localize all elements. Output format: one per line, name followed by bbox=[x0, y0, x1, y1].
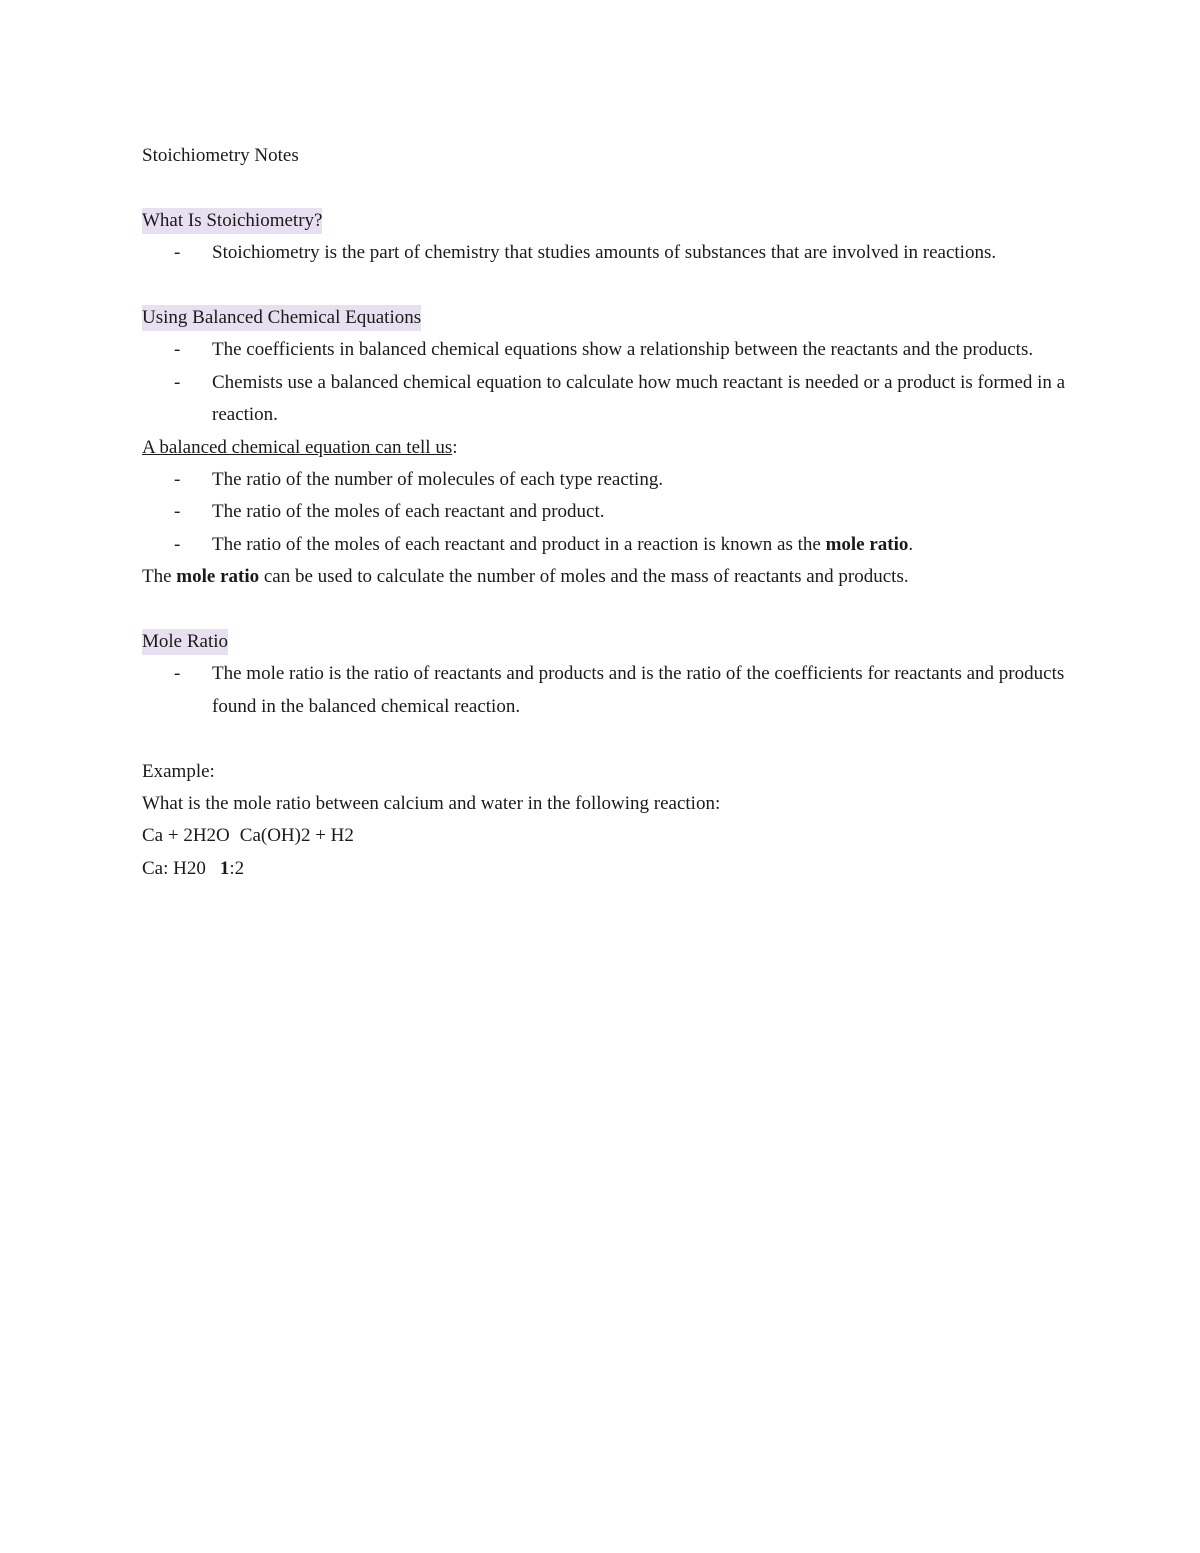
list-item-text: The ratio of the moles of each reactant and product in a reaction is known as the bbox=[212, 533, 821, 555]
answer-bold: 1 bbox=[219, 857, 230, 879]
list-item-text: The ratio of the moles of each reactant and product. bbox=[212, 501, 605, 523]
list-item bbox=[142, 496, 1072, 528]
example-answer bbox=[142, 853, 1072, 885]
list-item-end: . bbox=[908, 533, 914, 555]
list-item-text: Stoichiometry is the part of chemistry that studies amounts of substances that are involved in reactions. bbox=[212, 242, 997, 264]
list-item-text: The mole ratio is the ratio of reactants and products and is the ratio of the coefficients for reactants and products found in the balanced chemical reaction. bbox=[212, 663, 1065, 717]
dash-bullet: - bbox=[174, 663, 181, 685]
example-label: Example: bbox=[142, 760, 215, 782]
tell-us-colon: : bbox=[452, 436, 458, 458]
dash-bullet: - bbox=[174, 371, 181, 393]
section-heading-what-is bbox=[142, 205, 1072, 237]
dash-bullet: - bbox=[174, 339, 181, 361]
list-item bbox=[142, 658, 1072, 723]
section-heading-balanced bbox=[142, 302, 1072, 334]
list-item bbox=[142, 334, 1072, 366]
list-item bbox=[142, 464, 1072, 496]
tell-us-label bbox=[142, 432, 1072, 464]
equation-reactants: Ca + 2H2O bbox=[142, 825, 230, 847]
list-item bbox=[142, 237, 1072, 269]
tell-us-underlined: A balanced chemical equation can tell us bbox=[142, 436, 453, 458]
summary-post: can be used to calculate the number of moles and the mass of reactants and products. bbox=[263, 566, 909, 588]
bullet-list-what-is bbox=[142, 237, 1072, 269]
document-body bbox=[142, 140, 1072, 885]
dash-bullet: - bbox=[174, 533, 181, 555]
bold-term: mole ratio bbox=[825, 533, 909, 555]
section-heading-mole-ratio bbox=[142, 626, 1072, 658]
bullet-list-tell-us bbox=[142, 464, 1072, 561]
heading-highlight: Mole Ratio bbox=[142, 629, 228, 655]
dash-bullet: - bbox=[174, 242, 181, 264]
dash-bullet: - bbox=[174, 469, 181, 491]
equation-products: Ca(OH)2 + H2 bbox=[239, 825, 354, 847]
list-item-text: Chemists use a balanced chemical equation to calculate how much reactant is needed or a product is formed in a reaction. bbox=[212, 371, 1066, 426]
bold-term: mole ratio bbox=[176, 566, 260, 588]
answer-label: Ca: H20 bbox=[142, 857, 206, 879]
heading-highlight: What Is Stoichiometry? bbox=[142, 208, 322, 234]
example-equation bbox=[142, 820, 1072, 852]
list-item-text: The coefficients in balanced chemical equations show a relationship between the reactants and the products. bbox=[212, 339, 1034, 361]
list-item-text: The ratio of the number of molecules of each type reacting. bbox=[212, 469, 664, 491]
answer-rest: :2 bbox=[229, 857, 245, 879]
list-item bbox=[142, 529, 1072, 561]
list-item bbox=[142, 367, 1072, 432]
heading-highlight: Using Balanced Chemical Equations bbox=[142, 305, 421, 331]
example-question: What is the mole ratio between calcium and water in the following reaction: bbox=[142, 793, 721, 815]
summary-pre: The bbox=[142, 566, 172, 588]
mole-ratio-summary bbox=[142, 561, 1072, 593]
bullet-list-balanced bbox=[142, 334, 1072, 431]
bullet-list-mole-ratio bbox=[142, 658, 1072, 723]
dash-bullet: - bbox=[174, 501, 181, 523]
document-title: Stoichiometry Notes bbox=[142, 145, 299, 166]
